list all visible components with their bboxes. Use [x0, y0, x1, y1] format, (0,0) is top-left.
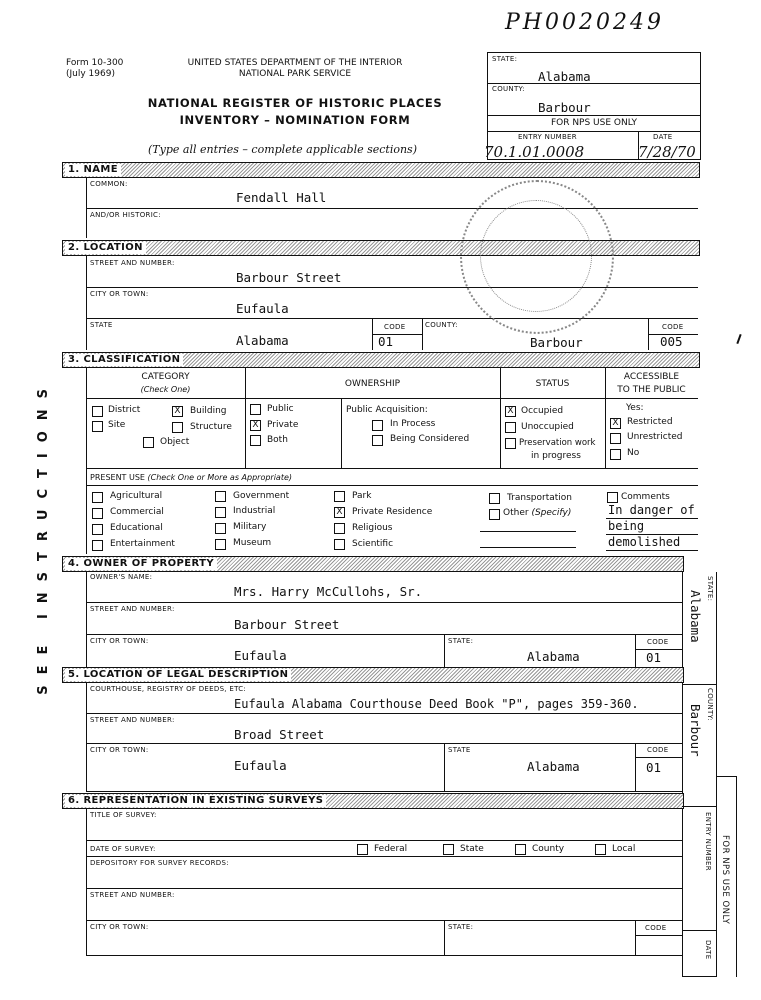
- margin-mark: [736, 334, 741, 344]
- owner-state-value: Alabama: [527, 649, 580, 664]
- use-government-checkbox[interactable]: [215, 491, 226, 502]
- county-code-label: CODE: [662, 323, 684, 331]
- nps-use-only: FOR NPS USE ONLY: [550, 118, 638, 128]
- owner-code-value: 01: [646, 650, 662, 665]
- street-value: Barbour Street: [236, 270, 342, 285]
- access-yes-label: Yes:: [626, 403, 644, 413]
- access-no-label: No: [627, 448, 640, 458]
- present-use-sub: (Check One or More as Appropriate): [147, 473, 293, 482]
- status-occupied-checkbox[interactable]: X: [505, 406, 516, 417]
- section-5-heading: 5. LOCATION OF LEGAL DESCRIPTION: [65, 669, 291, 681]
- category-structure-label: Structure: [190, 422, 232, 432]
- use-industrial-checkbox[interactable]: [215, 507, 226, 518]
- legal-state-value: Alabama: [527, 759, 580, 774]
- level-state-label: State: [460, 844, 484, 854]
- status-occupied-label: Occupied: [521, 406, 564, 416]
- use-scientific-checkbox[interactable]: [334, 539, 345, 550]
- use-educational-label: Educational: [110, 523, 163, 533]
- use-religious-label: Religious: [352, 523, 393, 533]
- form-title-line2: INVENTORY – NOMINATION FORM: [179, 113, 411, 127]
- historic-label: AND/OR HISTORIC:: [90, 211, 161, 219]
- common-label: COMMON:: [90, 180, 128, 188]
- use-park-label: Park: [352, 491, 372, 501]
- sidebar-county-value: Barbour: [688, 704, 703, 757]
- use-private-residence-checkbox[interactable]: X: [334, 507, 345, 518]
- category-subheading: (Check One): [140, 385, 191, 394]
- status-preservation-label: Preservation work: [519, 438, 596, 448]
- service: NATIONAL PARK SERVICE: [238, 69, 352, 79]
- status-unoccupied-label: Unoccupied: [521, 422, 574, 432]
- legal-city-label: CITY OR TOWN:: [90, 746, 149, 754]
- received-stamp-inner: [480, 200, 592, 312]
- entry-number-label: ENTRY NUMBER: [518, 133, 577, 141]
- entry-number-handwritten: 70.1.01.0008: [484, 143, 585, 161]
- owner-street-label: STREET AND NUMBER:: [90, 605, 175, 613]
- department: UNITED STATES DEPARTMENT OF THE INTERIOR: [187, 58, 403, 68]
- survey-title-label: TITLE OF SURVEY:: [90, 811, 157, 819]
- use-agricultural-checkbox[interactable]: [92, 492, 103, 503]
- access-heading-2: TO THE PUBLIC: [617, 385, 686, 395]
- section-6-heading: 6. REPRESENTATION IN EXISTING SURVEYS: [65, 795, 326, 807]
- level-county-label: County: [532, 844, 565, 854]
- ownership-public-label: Public: [267, 404, 294, 414]
- use-entertainment-checkbox[interactable]: [92, 540, 103, 551]
- state-code-value: 01: [378, 334, 394, 349]
- accession-number-handwritten: PH0020249: [505, 10, 664, 35]
- level-federal-checkbox[interactable]: [357, 844, 368, 855]
- category-site-label: Site: [108, 420, 126, 430]
- state-value-s2: Alabama: [236, 333, 289, 348]
- category-building-label: Building: [190, 406, 227, 416]
- courthouse-label: COURTHOUSE, REGISTRY OF DEEDS, ETC:: [90, 685, 247, 693]
- acquisition-in-process-label: In Process: [390, 419, 436, 429]
- street-label: STREET AND NUMBER:: [90, 259, 175, 267]
- use-educational-checkbox[interactable]: [92, 524, 103, 535]
- level-local-checkbox[interactable]: [595, 844, 606, 855]
- category-district-checkbox[interactable]: [92, 406, 103, 417]
- use-transportation-checkbox[interactable]: [489, 493, 500, 504]
- sidebar-state-label: STATE:: [706, 576, 714, 602]
- comments-line-2: being: [608, 519, 645, 533]
- use-military-checkbox[interactable]: [215, 523, 226, 534]
- level-state-checkbox[interactable]: [443, 844, 454, 855]
- use-commercial-label: Commercial: [110, 507, 164, 517]
- use-agricultural-label: Agricultural: [110, 491, 163, 501]
- section-5-bar: [62, 667, 684, 683]
- category-building-checkbox[interactable]: X: [172, 406, 183, 417]
- sidebar-county-label: COUNTY:: [706, 688, 714, 721]
- access-heading-1: ACCESSIBLE: [623, 372, 680, 382]
- ownership-public-checkbox[interactable]: [250, 404, 261, 415]
- courthouse-value: Eufaula Alabama Courthouse Deed Book "P", pages 359-360.: [234, 697, 639, 711]
- county-label-s2: COUNTY:: [425, 321, 458, 329]
- access-unrestricted-checkbox[interactable]: [610, 433, 621, 444]
- state-label-s2: STATE: [90, 321, 113, 329]
- legal-code-value: 01: [646, 760, 662, 775]
- date-handwritten: 7/28/70: [638, 143, 696, 161]
- use-comments-label: Comments: [621, 492, 670, 502]
- level-local-label: Local: [612, 844, 636, 854]
- category-object-label: Object: [160, 437, 190, 447]
- use-other-text: Other: [503, 508, 529, 518]
- sidebar-state-value: Alabama: [688, 590, 703, 643]
- ownership-private-label: Private: [267, 420, 299, 430]
- section-1-heading: 1. NAME: [65, 164, 121, 176]
- common-name: Fendall Hall: [236, 190, 327, 205]
- ownership-both-label: Both: [267, 435, 288, 445]
- see-instructions-side: SEE INSTRUCTIONS: [36, 378, 51, 695]
- present-use-label: [90, 473, 292, 482]
- use-entertainment-label: Entertainment: [110, 539, 175, 549]
- use-government-label: Government: [233, 491, 290, 501]
- use-museum-checkbox[interactable]: [215, 539, 226, 550]
- use-museum-label: Museum: [233, 538, 272, 548]
- legal-street-value: Broad Street: [234, 727, 325, 742]
- legal-city-value: Eufaula: [234, 758, 287, 773]
- section-3-bar: [62, 352, 700, 368]
- use-other-specify: (Specify): [531, 508, 572, 518]
- owner-street-value: Barbour Street: [234, 617, 340, 632]
- use-private-residence-label: Private Residence: [352, 507, 433, 517]
- acquisition-considered-label: Being Considered: [390, 434, 470, 444]
- acquisition-considered-checkbox[interactable]: [372, 435, 383, 446]
- form-number: Form 10-300: [66, 58, 124, 68]
- access-restricted-checkbox[interactable]: X: [610, 418, 621, 429]
- status-heading: STATUS: [535, 379, 570, 389]
- status-unoccupied-checkbox[interactable]: [505, 422, 516, 433]
- legal-code-label: CODE: [647, 746, 669, 754]
- sidebar-date-label: DATE: [704, 940, 712, 960]
- survey-city-label: CITY OR TOWN:: [90, 923, 149, 931]
- depository-label: DEPOSITORY FOR SURVEY RECORDS:: [90, 859, 229, 867]
- county-value-s2: Barbour: [530, 335, 583, 350]
- access-no-checkbox[interactable]: [610, 449, 621, 460]
- use-transportation-label: Transportation: [507, 493, 572, 503]
- county-code-value: 005: [660, 334, 683, 349]
- use-commercial-checkbox[interactable]: [92, 508, 103, 519]
- ownership-heading: OWNERSHIP: [344, 379, 401, 389]
- section-6-bar: [62, 793, 684, 809]
- status-in-progress-label: in progress: [531, 451, 581, 461]
- ownership-both-checkbox[interactable]: [250, 435, 261, 446]
- legal-street-label: STREET AND NUMBER:: [90, 716, 175, 724]
- use-other-checkbox[interactable]: [489, 509, 500, 520]
- level-federal-label: Federal: [374, 844, 408, 854]
- survey-date-label: DATE OF SURVEY:: [90, 845, 156, 853]
- use-military-label: Military: [233, 522, 267, 532]
- state-label: STATE:: [492, 55, 518, 63]
- owner-city-label: CITY OR TOWN:: [90, 637, 149, 645]
- category-site-checkbox[interactable]: [92, 421, 103, 432]
- level-county-checkbox[interactable]: [515, 844, 526, 855]
- section-1-bar: [62, 162, 700, 178]
- acquisition-in-process-checkbox[interactable]: [372, 420, 383, 431]
- category-district-label: District: [108, 405, 141, 415]
- sidebar-nps-label: FOR NPS USE ONLY: [720, 835, 730, 925]
- sidebar-entry-label: ENTRY NUMBER: [704, 812, 712, 871]
- survey-street-label: STREET AND NUMBER:: [90, 891, 175, 899]
- county-label: COUNTY:: [492, 85, 525, 93]
- status-preservation-checkbox[interactable]: [505, 438, 516, 449]
- owner-state-label: STATE:: [448, 637, 474, 645]
- county-value: Barbour: [538, 100, 591, 115]
- comments-line-3: demolished: [608, 535, 681, 549]
- owner-city-value: Eufaula: [234, 648, 287, 663]
- form-instruction: (Type all entries – complete applicable sections): [148, 143, 417, 156]
- access-restricted-label: Restricted: [627, 417, 673, 427]
- survey-state-label: STATE:: [448, 923, 474, 931]
- section-3-heading: 3. CLASSIFICATION: [65, 354, 183, 366]
- use-religious-checkbox[interactable]: [334, 523, 345, 534]
- form-title-line1: NATIONAL REGISTER OF HISTORIC PLACES: [147, 96, 443, 110]
- city-label: CITY OR TOWN:: [90, 290, 149, 298]
- survey-code-label: CODE: [645, 924, 667, 932]
- section-2-heading: 2. LOCATION: [65, 242, 146, 254]
- section-4-bar: [62, 556, 684, 572]
- section-4-heading: 4. OWNER OF PROPERTY: [65, 558, 217, 570]
- owner-code-label: CODE: [647, 638, 669, 646]
- use-scientific-label: Scientific: [352, 539, 394, 549]
- category-object-checkbox[interactable]: [143, 437, 154, 448]
- date-label: DATE: [653, 133, 673, 141]
- use-other-label: [503, 508, 571, 518]
- comments-line-1: In danger of: [608, 503, 695, 517]
- present-use-text: PRESENT USE: [90, 473, 145, 482]
- use-park-checkbox[interactable]: [334, 491, 345, 502]
- owner-name-label: OWNER'S NAME:: [90, 573, 153, 581]
- access-unrestricted-label: Unrestricted: [627, 432, 683, 442]
- use-industrial-label: Industrial: [233, 506, 276, 516]
- use-comments-checkbox[interactable]: [607, 492, 618, 503]
- state-code-label: CODE: [384, 323, 406, 331]
- state-value: Alabama: [538, 69, 591, 84]
- legal-state-label: STATE: [448, 746, 471, 754]
- category-heading: CATEGORY: [141, 372, 190, 382]
- top-right-box: [484, 52, 701, 161]
- public-acquisition-label: Public Acquisition:: [346, 405, 428, 415]
- ownership-private-checkbox[interactable]: X: [250, 420, 261, 431]
- owner-name-value: Mrs. Harry McCullohs, Sr.: [234, 584, 423, 599]
- form-date: (July 1969): [66, 69, 115, 79]
- city-value: Eufaula: [236, 301, 289, 316]
- category-structure-checkbox[interactable]: [172, 422, 183, 433]
